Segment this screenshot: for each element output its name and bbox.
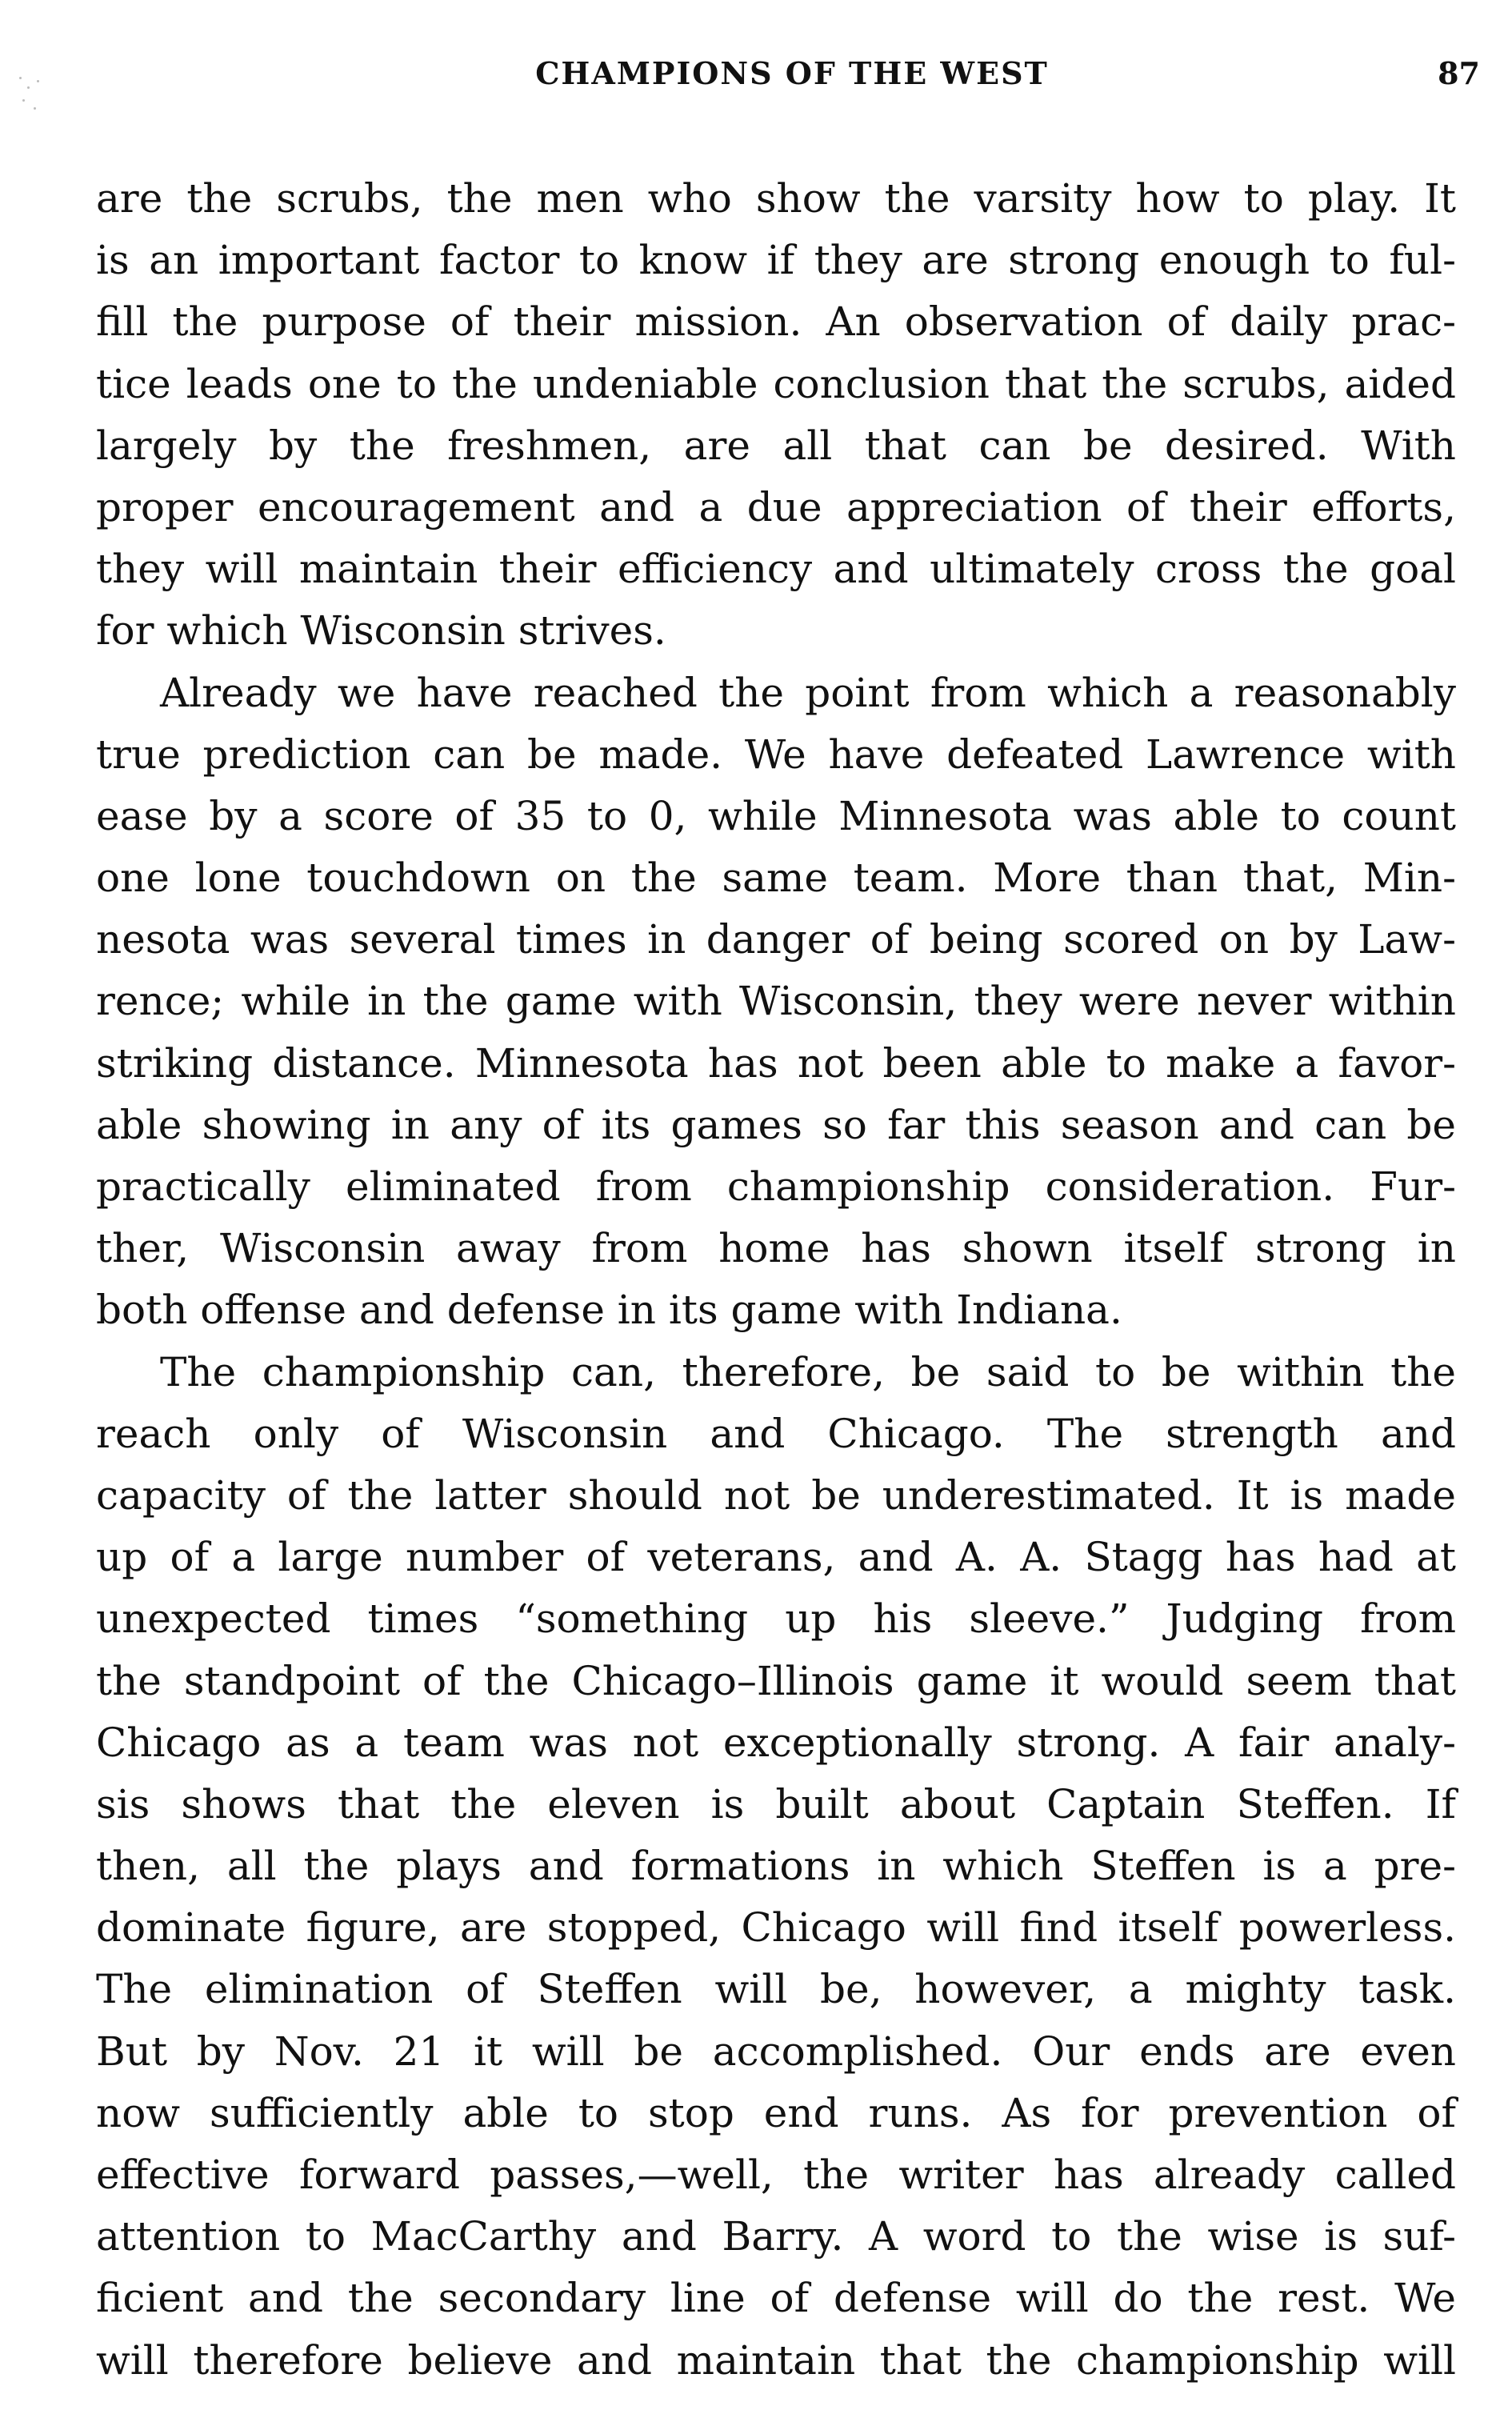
- text-line: effective forward passes,—well, the writer has already called: [96, 2152, 1456, 2198]
- text-line: they will maintain their efficiency and ultimately cross the goal: [96, 546, 1456, 593]
- text-line: The elimination of Steffen will be, however, a mighty task.: [96, 1966, 1456, 2013]
- text-line: up of a large number of veterans, and A. A. Stagg has had at: [96, 1534, 1456, 1581]
- paragraph-2: [96, 663, 1456, 1342]
- text-line: is an important factor to know if they are strong enough to ful-: [96, 237, 1456, 284]
- text-line: Already we have reached the point from which a reasonably: [160, 669, 1456, 716]
- text-line: fill the purpose of their mission. An observation of daily prac-: [96, 298, 1456, 346]
- text-line: capacity of the latter should not be underestimated. It is made: [96, 1471, 1456, 1519]
- text-line: able showing in any of its games so far this season and can be: [96, 1101, 1456, 1148]
- text-line: proper encouragement and a due appreciation of their efforts,: [96, 483, 1456, 530]
- running-title: CHAMPIONS OF THE WEST: [535, 55, 1049, 91]
- page-number: 87: [1438, 55, 1480, 91]
- text-line: for which Wisconsin strives.: [96, 607, 666, 655]
- text-line: ther, Wisconsin away from home has shown itself strong in: [96, 1225, 1456, 1272]
- text-line: But by Nov. 21 it will be accomplished. Our ends are even: [96, 2028, 1456, 2075]
- text-line: then, all the plays and formations in which Steffen is a pre-: [96, 1843, 1456, 1890]
- text-line: ficient and the secondary line of defense will do the rest. We: [96, 2275, 1456, 2322]
- text-line: both offense and defense in its game with Indiana.: [96, 1287, 1122, 1334]
- paragraph-1: [96, 168, 1456, 663]
- text-line: Chicago as a team was not exceptionally strong. A fair analy-: [96, 1719, 1456, 1766]
- running-head: [104, 50, 1480, 98]
- text-line: unexpected times “something up his sleeve.” Judging from: [96, 1595, 1456, 1643]
- text-line: rence; while in the game with Wisconsin, they were never within: [96, 978, 1456, 1025]
- text-line: will therefore believe and maintain that the championship will: [96, 2336, 1456, 2384]
- text-line: practically eliminated from championship consideration. Fur-: [96, 1163, 1456, 1210]
- text-line: one lone touchdown on the same team. More than that, Min-: [96, 855, 1456, 902]
- text-line: tice leads one to the undeniable conclusion that the scrubs, aided: [96, 360, 1456, 407]
- text-line: are the scrubs, the men who show the varsity how to play. It: [96, 175, 1456, 222]
- text-line: largely by the freshmen, are all that can be desired. With: [96, 422, 1456, 469]
- text-line: striking distance. Minnesota has not been able to make a favor-: [96, 1039, 1456, 1087]
- body-text: [96, 168, 1456, 2392]
- text-line: attention to MacCarthy and Barry. A word to the wise is suf-: [96, 2213, 1456, 2260]
- text-line: now sufficiently able to stop end runs. As for prevention of: [96, 2089, 1456, 2136]
- text-line: dominate figure, are stopped, Chicago will find itself powerless.: [96, 1904, 1456, 1952]
- text-line: ease by a score of 35 to 0, while Minnesota was able to count: [96, 792, 1456, 839]
- text-line: true prediction can be made. We have defeated Lawrence with: [96, 731, 1456, 778]
- margin-specks: [16, 72, 48, 120]
- text-line: The championship can, therefore, be said to be within the: [160, 1348, 1456, 1395]
- text-line: sis shows that the eleven is built about Captain Steffen. If: [96, 1780, 1456, 1828]
- paragraph-3: [96, 1342, 1456, 2392]
- text-line: reach only of Wisconsin and Chicago. The strength and: [96, 1410, 1456, 1457]
- text-line: nesota was several times in danger of being scored on by Law-: [96, 916, 1456, 963]
- text-line: the standpoint of the Chicago–Illinois game it would seem that: [96, 1657, 1456, 1704]
